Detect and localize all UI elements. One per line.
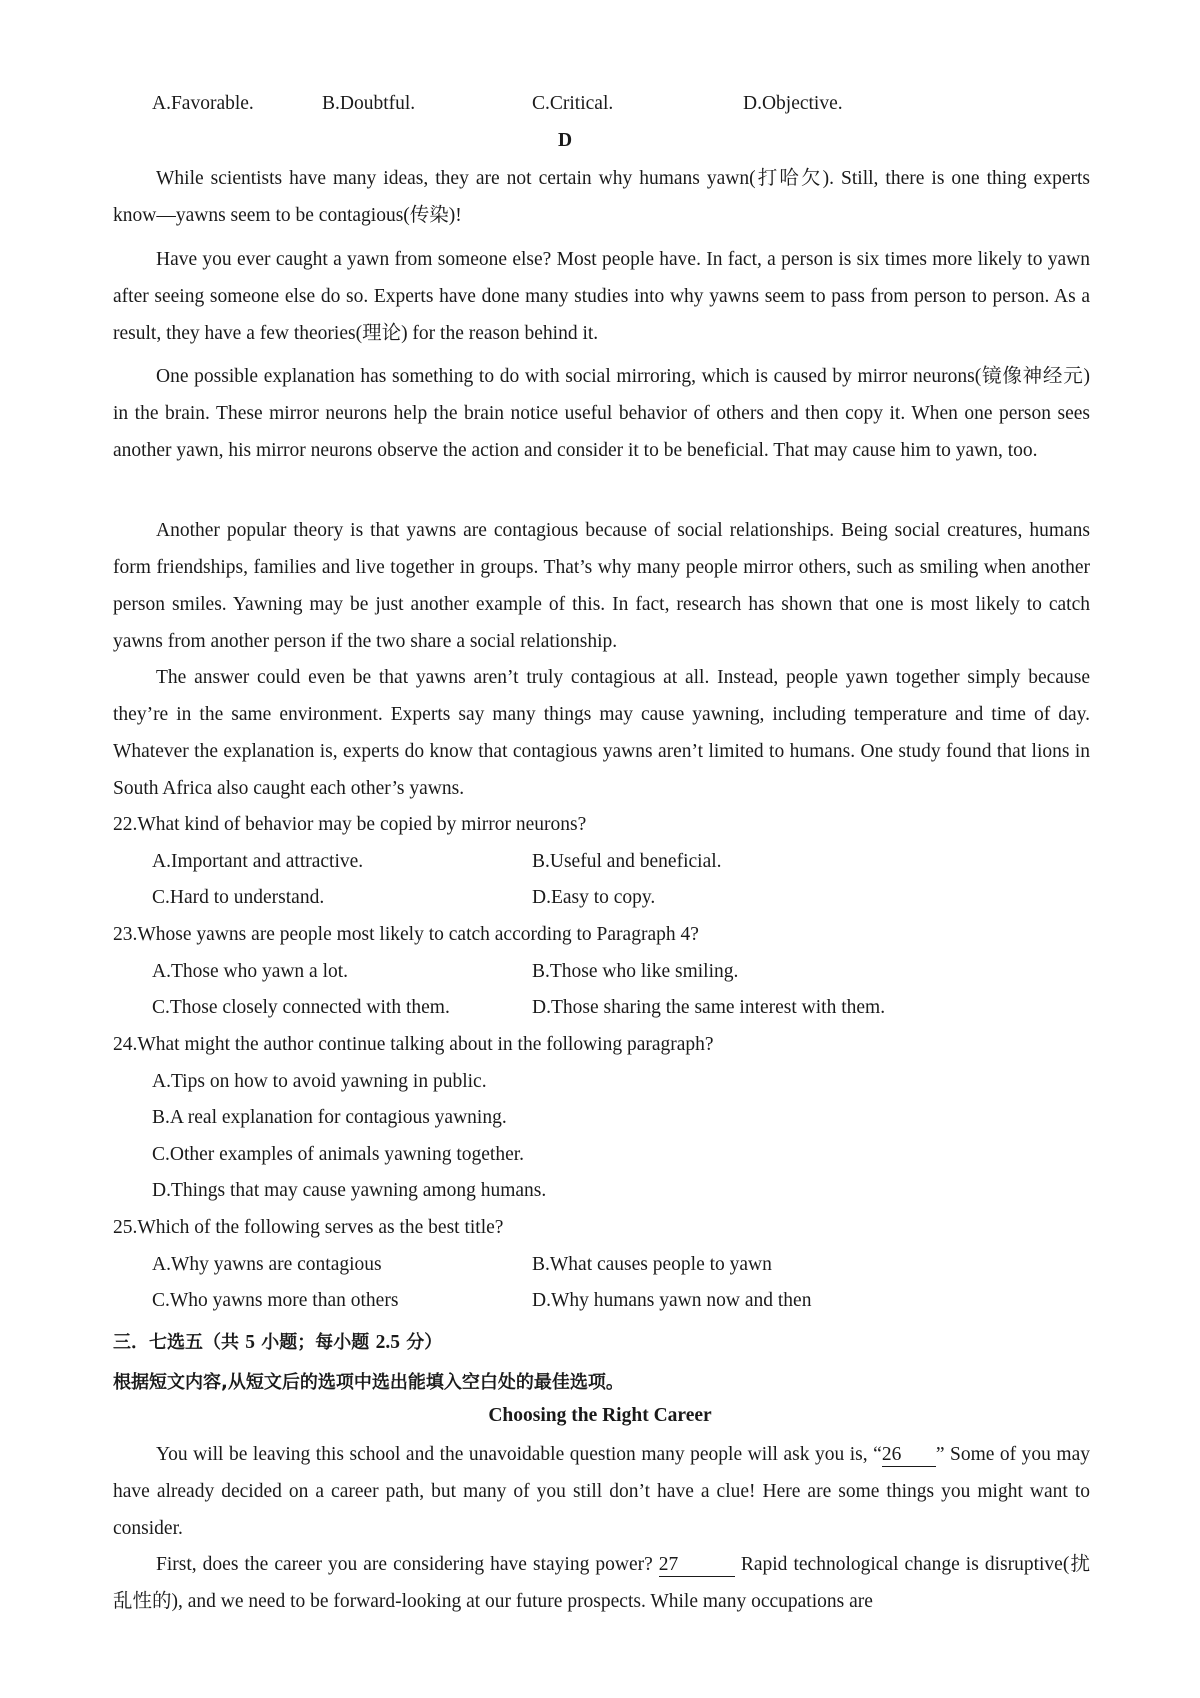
question-24-option-c: C.Other examples of animals yawning together. <box>152 1144 525 1165</box>
cloze-paragraph-2-text-a: First, does the career you are considering have staying power? <box>156 1554 659 1575</box>
question-24-stem: 24.What might the author continue talking about in the following paragraph? <box>113 1034 714 1055</box>
question-25-option-a: A.Why yawns are contagious <box>152 1254 382 1275</box>
question-22-option-d: D.Easy to copy. <box>532 887 656 908</box>
cloze-paragraph-1-text-b: ” Some of you may have already decided on a career path, but many of you still don’t have a clue! Here are some things you might want to consider. <box>113 1444 1090 1539</box>
prev-option-b: B.Doubtful. <box>322 93 416 114</box>
prev-option-a: A.Favorable. <box>152 93 254 114</box>
question-22-option-a: A.Important and attractive. <box>152 851 364 872</box>
question-24-option-d: D.Things that may cause yawning among humans. <box>152 1180 547 1201</box>
question-24-option-a: A.Tips on how to avoid yawning in public. <box>152 1071 487 1092</box>
question-23-option-b: B.Those who like smiling. <box>532 961 739 982</box>
passage-paragraph-4: Another popular theory is that yawns are contagious because of social relationships. Being social creatures, humans form friendships, families and live together in groups. That’s why many people mirror others, such as smiling when another person smiles. Yawning may be just another example of this. In fact, research has shown that one is most likely to catch yawns from another person if the two share a social relationship. <box>113 520 1090 652</box>
section-heading-count: 5 <box>245 1332 256 1353</box>
passage-title: Choosing the Right Career <box>488 1405 712 1426</box>
passage-paragraph-5: The answer could even be that yawns aren’t truly contagious at all. Instead, people yawn together simply because they’re in the same environment. Experts say many things may cause yawning, including temperature and time of day. Whatever the explanation is, experts do know that contagious yawns aren’t limited to humans. One study found that lions in South Africa also caught each other’s yawns. <box>113 667 1090 799</box>
prev-option-d: D.Objective. <box>743 93 843 114</box>
question-25-stem: 25.Which of the following serves as the best title? <box>113 1217 504 1238</box>
cloze-paragraph-1-text-a: You will be leaving this school and the unavoidable question many people will ask you is, “ <box>156 1444 882 1465</box>
question-25-option-b: B.What causes people to yawn <box>532 1254 772 1275</box>
passage-paragraph-3: One possible explanation has something to do with social mirroring, which is caused by mirror neurons(镜像神经元) in the brain. These mirror neurons help the brain notice useful behavior of others and then copy it. When one person sees another yawn, his mirror neurons observe the action and consider it to be beneficial. That may cause him to yawn, too. <box>113 366 1090 461</box>
cloze-paragraph-2-text-b: Rapid technological change is disruptive(扰乱性的), and we need to be forward-looking at our future prospects. While many occupations are <box>113 1554 1090 1612</box>
section-heading-score: 2.5 <box>375 1332 400 1353</box>
question-23-option-c: C.Those closely connected with them. <box>152 997 450 1018</box>
question-24-option-b: B.A real explanation for contagious yawning. <box>152 1107 507 1128</box>
question-22-option-c: C.Hard to understand. <box>152 887 325 908</box>
section-heading <box>113 1328 442 1354</box>
passage-paragraph-2: Have you ever caught a yawn from someone else? Most people have. In fact, a person is six times more likely to yawn after seeing someone else do so. Experts have done many studies into why yawns seem to pass from person to person. As a result, they have a few theories(理论) for the reason behind it. <box>113 249 1090 344</box>
blank-26: 26 <box>882 1444 936 1467</box>
question-23-option-d: D.Those sharing the same interest with them. <box>532 997 886 1018</box>
cloze-paragraph-2 <box>113 1546 1090 1620</box>
question-25-option-c: C.Who yawns more than others <box>152 1290 399 1311</box>
question-25-option-d: D.Why humans yawn now and then <box>532 1290 812 1311</box>
section-heading-suffix: 分） <box>399 1332 443 1353</box>
question-22-stem: 22.What kind of behavior may be copied by mirror neurons? <box>113 814 587 835</box>
passage-paragraph-1: While scientists have many ideas, they are not certain why humans yawn(打哈欠). Still, there is one thing experts know—yawns seem to be contagious(传染)! <box>113 168 1090 226</box>
passage-letter: D <box>558 130 573 151</box>
prev-option-c: C.Critical. <box>532 93 614 114</box>
question-23-stem: 23.Whose yawns are people most likely to catch according to Paragraph 4? <box>113 924 699 945</box>
question-22-option-b: B.Useful and beneficial. <box>532 851 722 872</box>
section-heading-mid: 小题；每小题 <box>255 1332 376 1353</box>
cloze-paragraph-1 <box>113 1436 1090 1547</box>
section-heading-prefix: 三．七选五（共 <box>113 1332 246 1353</box>
blank-27: 27 <box>659 1554 735 1577</box>
section-instruction: 根据短文内容,从短文后的选项中选出能填入空白处的最佳选项。 <box>113 1372 624 1393</box>
question-23-option-a: A.Those who yawn a lot. <box>152 961 349 982</box>
